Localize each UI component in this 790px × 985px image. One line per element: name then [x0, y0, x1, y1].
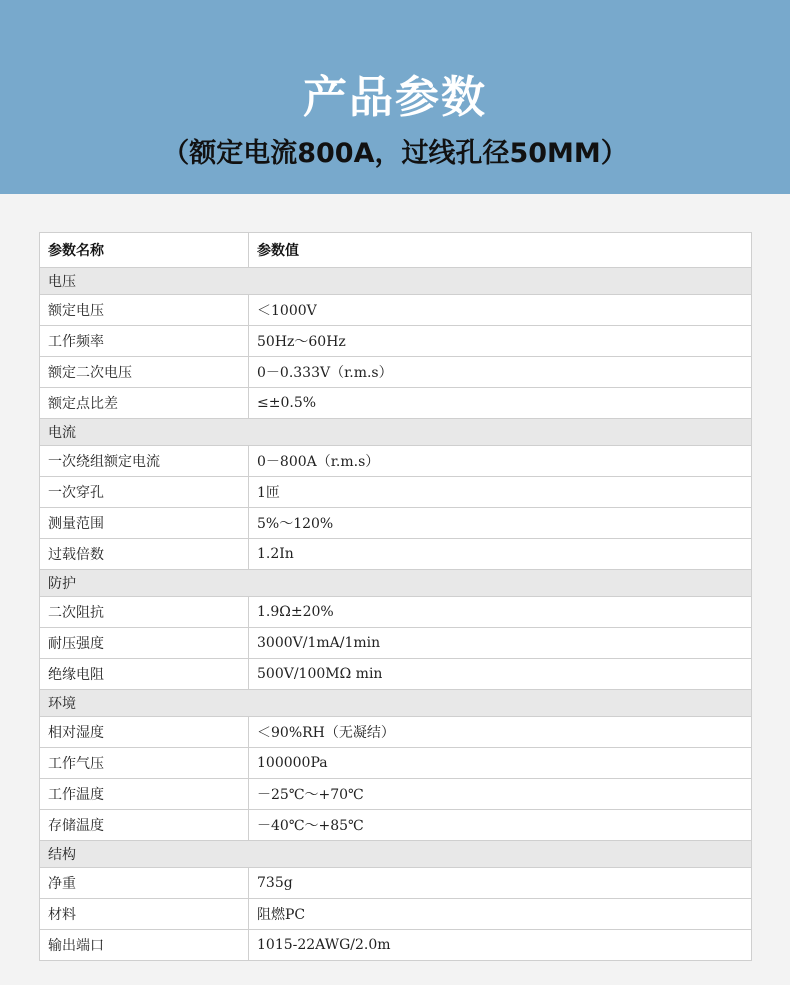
param-name-cell: 一次绕组额定电流: [40, 446, 249, 476]
param-value-cell: ≤±0.5%: [257, 395, 317, 411]
table-row: [40, 357, 752, 388]
param-name-cell: 绝缘电阻: [40, 659, 249, 689]
param-value-cell: 735g: [257, 875, 293, 891]
page-title: 产品参数: [303, 72, 487, 123]
table-row: [40, 477, 752, 508]
param-value-cell: 50Hz～60Hz: [257, 334, 346, 350]
section-title: 电压: [48, 274, 76, 290]
table-row: [40, 446, 752, 477]
param-name-cell: 测量范围: [40, 508, 249, 538]
table-row: [40, 717, 752, 748]
param-value-cell: 500V/100MΩ min: [257, 666, 383, 682]
table-row: [40, 779, 752, 810]
param-value-cell: 1.9Ω±20%: [257, 604, 334, 620]
table-row: [40, 597, 752, 628]
param-name-cell: 工作频率: [40, 326, 249, 356]
table-header-row: [40, 233, 752, 268]
table-row: [40, 868, 752, 899]
header-param-value: 参数值: [257, 243, 299, 259]
param-name-cell: 相对湿度: [40, 717, 249, 747]
header-param-name: 参数名称: [40, 233, 249, 267]
param-name-cell: 净重: [40, 868, 249, 898]
param-name-cell: 过载倍数: [40, 539, 249, 569]
table-row: [40, 539, 752, 570]
header-banner: [0, 0, 790, 194]
table-row: [40, 810, 752, 841]
table-section-row: [40, 690, 752, 717]
spec-table: [39, 232, 752, 961]
param-value-cell: 3000V/1mA/1min: [257, 635, 381, 651]
param-value-cell: 阻燃PC: [257, 907, 306, 923]
param-value-cell: ＜90%RH（无凝结）: [257, 725, 395, 741]
param-value-cell: 5%～120%: [257, 516, 334, 532]
table-row: [40, 508, 752, 539]
page-subtitle: （额定电流800A，过线孔径50MM）: [162, 138, 628, 169]
param-value-cell: 1015-22AWG/2.0m: [257, 937, 391, 953]
param-value-cell: －25℃～+70℃: [257, 787, 364, 803]
param-name-cell: 输出端口: [40, 930, 249, 960]
param-name-cell: 一次穿孔: [40, 477, 249, 507]
param-value-cell: 0－800A（r.m.s）: [257, 454, 380, 470]
param-name-cell: 存储温度: [40, 810, 249, 840]
param-name-cell: 额定点比差: [40, 388, 249, 418]
param-value-cell: －40℃～+85℃: [257, 818, 364, 834]
section-title: 环境: [48, 696, 76, 712]
section-title: 防护: [48, 576, 76, 592]
param-name-cell: 工作温度: [40, 779, 249, 809]
param-name-cell: 额定二次电压: [40, 357, 249, 387]
section-title: 电流: [48, 425, 76, 441]
table-section-row: [40, 268, 752, 295]
table-row: [40, 748, 752, 779]
param-name-cell: 额定电压: [40, 295, 249, 325]
table-section-row: [40, 841, 752, 868]
table-section-row: [40, 419, 752, 446]
param-name-cell: 二次阻抗: [40, 597, 249, 627]
section-title: 结构: [48, 847, 76, 863]
param-value-cell: 0－0.333V（r.m.s）: [257, 365, 393, 381]
table-row: [40, 628, 752, 659]
param-value-cell: 1匝: [257, 485, 280, 501]
table-section-row: [40, 570, 752, 597]
param-name-cell: 工作气压: [40, 748, 249, 778]
param-value-cell: 1.2In: [257, 546, 294, 562]
table-row: [40, 659, 752, 690]
param-name-cell: 耐压强度: [40, 628, 249, 658]
param-value-cell: 100000Pa: [257, 755, 328, 771]
table-row: [40, 295, 752, 326]
table-row: [40, 326, 752, 357]
param-name-cell: 材料: [40, 899, 249, 929]
table-row: [40, 388, 752, 419]
param-value-cell: ＜1000V: [257, 303, 317, 319]
table-row: [40, 930, 752, 961]
table-row: [40, 899, 752, 930]
